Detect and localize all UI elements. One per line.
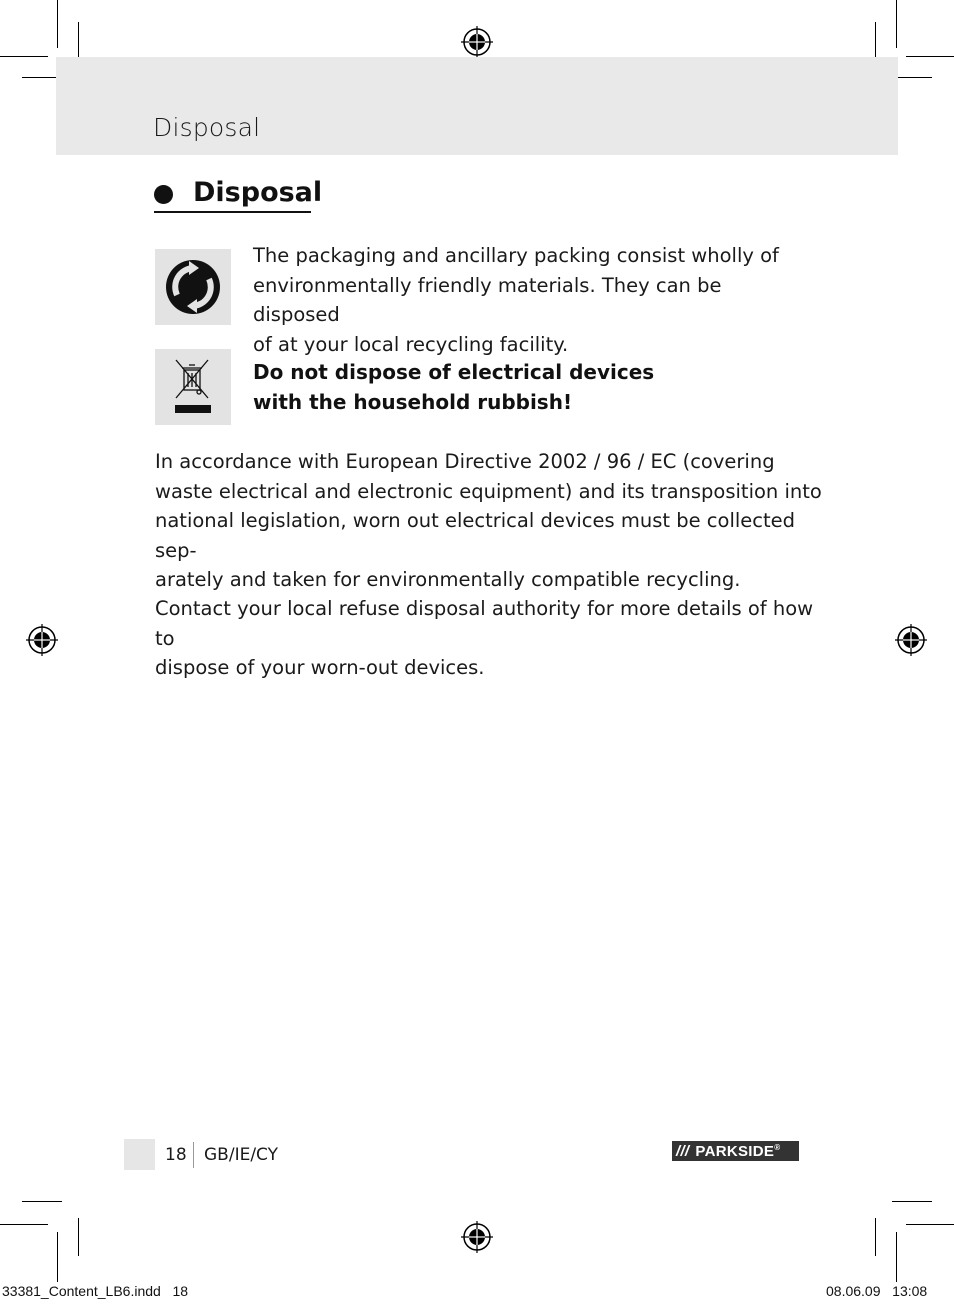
contact-paragraph xyxy=(155,594,835,683)
paragraph-line: dispose of your worn-out devices. xyxy=(155,656,485,679)
registration-mark-icon xyxy=(895,624,927,656)
crop-mark xyxy=(906,1224,954,1225)
warning-line: with the household rubbish! xyxy=(253,389,573,414)
crop-mark xyxy=(78,1218,79,1256)
print-slug-datetime: 08.06.09 13:08 xyxy=(826,1283,928,1299)
crop-mark xyxy=(78,22,79,62)
paragraph-line: Contact your local refuse disposal authority for more details of how to xyxy=(155,597,814,650)
footer-page-tab xyxy=(124,1139,155,1170)
directive-paragraph xyxy=(155,447,835,595)
paragraph-line: arately and taken for environmentally compatible recycling. xyxy=(155,568,741,591)
crop-mark xyxy=(906,56,954,57)
crop-mark xyxy=(892,77,932,78)
crop-mark xyxy=(22,1201,62,1202)
paragraph-line: The packaging and ancillary packing consist wholly of xyxy=(253,244,779,267)
crossed-out-wheelie-bin-icon xyxy=(155,349,231,425)
logo-stripes: /// xyxy=(676,1142,690,1160)
paragraph-line: environmentally friendly materials. They can be disposed xyxy=(253,273,722,326)
crop-mark xyxy=(0,56,48,57)
green-dot-recycling-icon xyxy=(155,249,231,325)
warning-line: Do not dispose of electrical devices xyxy=(253,360,655,384)
paragraph-line: In accordance with European Directive 2002 / 96 / EC (covering xyxy=(155,450,775,473)
section-title: Disposal xyxy=(193,177,323,208)
paragraph-line: of at your local recycling facility. xyxy=(253,332,569,356)
registration-mark-icon xyxy=(461,26,493,58)
crop-mark xyxy=(892,1201,932,1202)
paragraph-line: waste electrical and electronic equipment) and its transposition into xyxy=(155,479,822,503)
crop-mark xyxy=(57,0,58,48)
crop-mark xyxy=(896,1232,897,1282)
footer-separator xyxy=(193,1142,194,1168)
crop-mark xyxy=(0,1224,48,1225)
crop-mark xyxy=(57,1232,58,1282)
registration-mark-icon xyxy=(461,1221,493,1253)
parkside-logo xyxy=(672,1141,799,1161)
crop-mark xyxy=(875,1218,876,1256)
weee-icon-box xyxy=(155,349,231,425)
weee-warning xyxy=(253,358,773,417)
section-bullet-icon xyxy=(154,185,173,204)
recycling-icon-box xyxy=(155,249,231,325)
crop-mark xyxy=(875,22,876,62)
print-slug-file: 33381_Content_LB6.indd 18 xyxy=(2,1283,189,1299)
registration-mark-icon xyxy=(26,624,58,656)
packaging-paragraph xyxy=(253,241,813,359)
page-number: 18 xyxy=(165,1145,187,1165)
section-title-underline xyxy=(154,211,311,213)
paragraph-line: national legislation, worn out electrical devices must be collected sep- xyxy=(155,509,796,562)
page-title: Disposal xyxy=(153,113,261,142)
language-codes: GB/IE/CY xyxy=(204,1145,279,1165)
logo-wordmark: PARKSIDE xyxy=(695,1142,775,1160)
logo-registered-mark: ® xyxy=(774,1143,781,1152)
crop-mark xyxy=(896,0,897,48)
